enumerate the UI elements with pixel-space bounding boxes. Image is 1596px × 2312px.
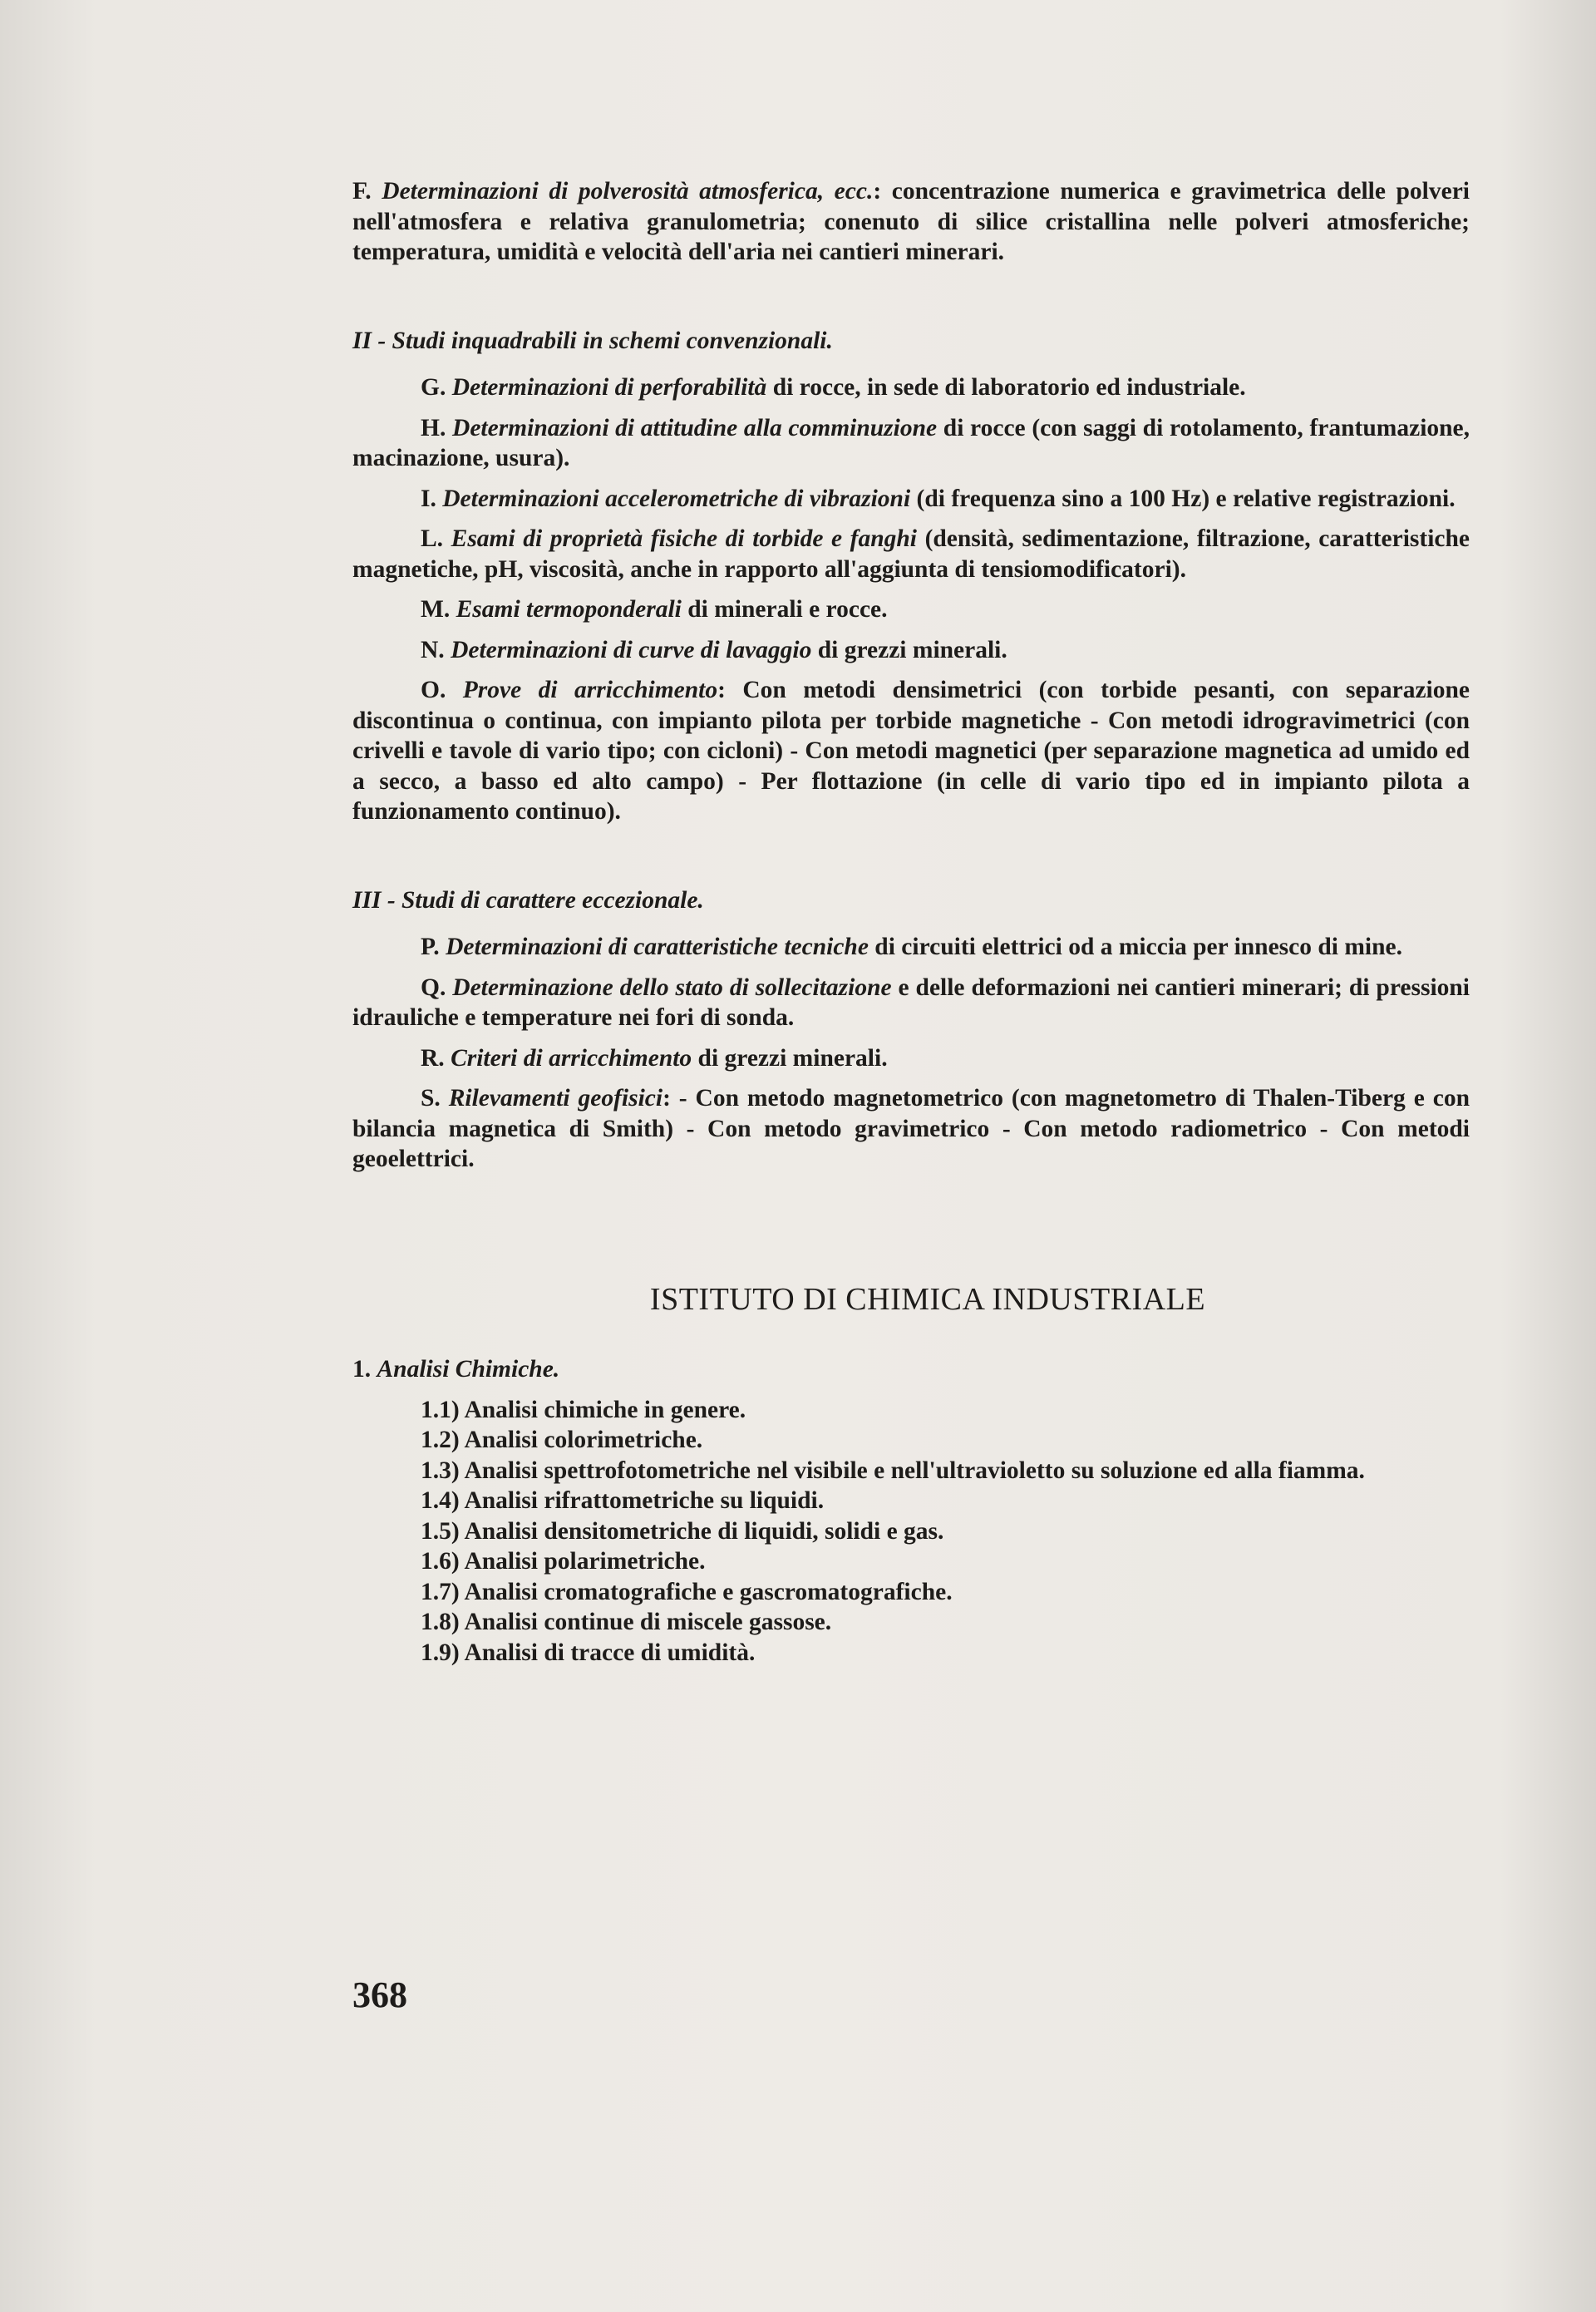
item-heading: Determinazioni di polverosità atmosferica, ecc. [382, 178, 874, 205]
list-item-number: 1.3) [421, 1457, 460, 1484]
list-item-text: Analisi polarimetriche. [464, 1548, 706, 1575]
list-item [352, 1607, 1470, 1638]
section-title: - Studi di carattere eccezionale. [387, 886, 704, 914]
list-item-number: 1.7) [421, 1578, 460, 1605]
item-heading: Determinazioni di attitudine alla comminuzione [452, 414, 938, 441]
list-item-number: 1.1) [421, 1396, 460, 1423]
list-item-text: Analisi di tracce di umidità. [464, 1639, 756, 1666]
paragraph-i [352, 484, 1470, 515]
item-text: (densità, sedimentazione, filtrazione, caratteristiche magnetiche, pH, viscosità, anche in rapporto all'aggiunta di tensiomodificatori). [352, 525, 1470, 583]
section-heading-ii [352, 326, 1470, 357]
list-item-text: Analisi colorimetriche. [464, 1427, 703, 1453]
item-text: : - Con metodo magnetometrico (con magnetometro di Thalen-Tiberg e con bilancia magnetica di Smith) - Con metodo gravimetrico - Con metodo radiometrico - Con metodi geoelettrici. [352, 1085, 1470, 1172]
list-item-text: Analisi rifrattometriche su liquidi. [464, 1487, 825, 1514]
item-heading: Prove di arricchimento [462, 677, 718, 703]
paragraph-h [352, 413, 1470, 474]
item-heading: Determinazioni di perforabilità [451, 374, 767, 401]
item-text: (di frequenza sino a 100 Hz) e relative registrazioni. [910, 485, 1456, 512]
item-heading: Determinazioni di curve di lavaggio [451, 636, 812, 663]
list-item-number: 1.9) [421, 1639, 460, 1666]
item-heading: Criteri di arricchimento [451, 1044, 692, 1072]
item-label: I. [421, 485, 436, 512]
list-item-number: 1.5) [421, 1517, 460, 1545]
item-label: H. [421, 414, 446, 441]
page-body [352, 176, 1470, 1668]
list-item [352, 1456, 1470, 1486]
section-title: - Studi inquadrabili in schemi convenzionali. [377, 327, 833, 354]
list-item-text: Analisi cromatografiche e gascromatografiche. [464, 1578, 953, 1605]
section-number: III [352, 886, 382, 914]
item-label: P. [421, 934, 440, 960]
list-item-text: Analisi densitometriche di liquidi, solidi e gas. [464, 1517, 944, 1545]
list-item-number: 1.6) [421, 1548, 460, 1575]
paragraph-s [352, 1083, 1470, 1175]
list-item [352, 1486, 1470, 1516]
paragraph-r [352, 1043, 1470, 1074]
list-item [352, 1546, 1470, 1577]
item-label: O. [421, 677, 446, 703]
item-text: di rocce, in sede di laboratorio ed industriale. [766, 374, 1246, 401]
item-heading: Determinazione dello stato di sollecitazione [452, 974, 892, 1001]
analisi-heading [352, 1354, 1470, 1385]
paragraph-q [352, 973, 1470, 1033]
list-item [352, 1577, 1470, 1608]
item-text: e delle deformazioni nei cantieri minerari; di pressioni idrauliche e temperature nei fori di sonda. [352, 974, 1470, 1031]
institute-title: ISTITUTO DI CHIMICA INDUSTRIALE [649, 1281, 1206, 1317]
section-heading-iii [352, 885, 1470, 916]
item-heading: Analisi Chimiche. [377, 1356, 560, 1383]
item-label: N. [421, 636, 445, 663]
list-item [352, 1516, 1470, 1547]
page-number: 368 [352, 1974, 407, 2015]
item-label: R. [421, 1044, 445, 1072]
list-item [352, 1638, 1470, 1669]
item-label: S. [421, 1085, 441, 1112]
list-item [352, 1425, 1470, 1456]
list-item-number: 1.2) [421, 1427, 460, 1453]
item-text: : concentrazione numerica e gravimetrica delle polveri nell'atmosfera e relativa granulometria; conenuto di silice cristallina nelle polveri atmosferiche; temperatura, umidità e velocità dell'aria nei cantieri minerari. [352, 178, 1470, 265]
item-heading: Determinazioni accelerometriche di vibrazioni [442, 485, 911, 512]
item-text: di grezzi minerali. [811, 636, 1007, 663]
paragraph-g [352, 372, 1470, 403]
item-label: M. [421, 596, 451, 623]
item-text: di minerali e rocce. [681, 596, 888, 623]
list-item-number: 1.8) [421, 1609, 460, 1635]
list-item-text: Analisi continue di miscele gassose. [464, 1609, 832, 1635]
list-item-number: 1.4) [421, 1487, 460, 1514]
list-item-text: Analisi spettrofotometriche nel visibile e nell'ultravioletto su soluzione ed alla fiamma. [464, 1457, 1365, 1484]
item-text: di circuiti elettrici od a miccia per innesco di mine. [868, 934, 1402, 960]
item-heading: Esami di proprietà fisiche di torbide e fanghi [451, 525, 917, 552]
analisi-list [352, 1395, 1470, 1669]
item-label: Q. [421, 974, 446, 1001]
item-heading: Rilevamenti geofisici [448, 1085, 663, 1112]
paragraph-l [352, 524, 1470, 584]
item-label: 1. [352, 1356, 372, 1383]
item-text: : Con metodi densimetrici (con torbide pesanti, con separazione discontinua o continua, con impianto pilota per torbide magnetiche - Con metodi idrogravimetrici (con crivelli e tavole di vario tipo; con cicloni) - Con metodi magnetici (per separazione magnetica ad umido ed a secco, a basso ed alto campo) - Per flottazione (in celle di vario tipo ed in impianto pilota a funzionamento continuo). [352, 677, 1470, 825]
paragraph-m [352, 594, 1470, 625]
item-text: di grezzi minerali. [692, 1044, 888, 1072]
paragraph-p [352, 932, 1470, 963]
item-heading: Determinazioni di caratteristiche tecniche [446, 934, 869, 960]
section-number: II [352, 327, 372, 354]
item-text: di rocce (con saggi di rotolamento, frantumazione, macinazione, usura). [352, 414, 1470, 471]
item-label: L. [421, 525, 444, 552]
item-label: F. [352, 178, 372, 205]
paragraph-n [352, 635, 1470, 666]
item-label: G. [421, 374, 446, 401]
paragraph-o [352, 675, 1470, 827]
list-item-text: Analisi chimiche in genere. [464, 1396, 746, 1423]
item-heading: Esami termoponderali [456, 596, 682, 623]
paragraph-f [352, 176, 1470, 268]
list-item [352, 1395, 1470, 1426]
